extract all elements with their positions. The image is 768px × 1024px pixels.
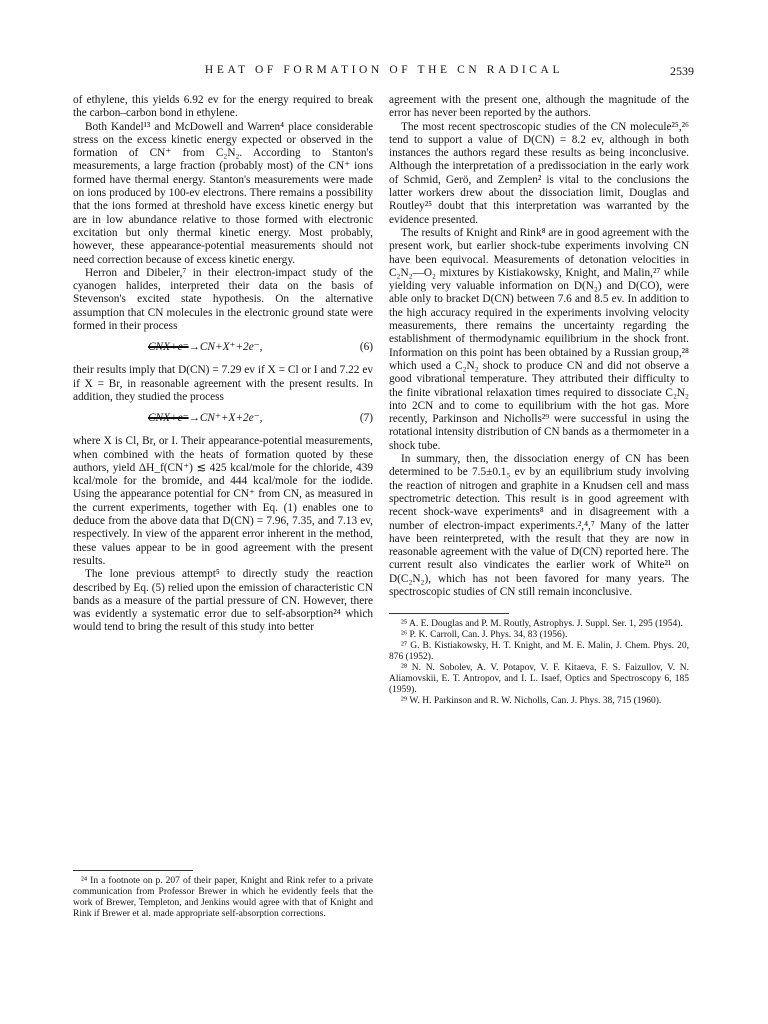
paragraph: Herron and Dibeler,⁷ in their electron-impact study of the cyanogen halides, interpreted their data on the basis of Stevenson's excited state hypothesis. On the alternative assumption that CN molecules in the electronic ground state were formed in their process (73, 266, 373, 333)
footnote-divider (389, 613, 509, 614)
equation-7 (73, 412, 373, 427)
footnotes-left (73, 856, 373, 920)
equation-expression (148, 412, 263, 425)
paragraph: agreement with the present one, although the magnitude of the error has never been reported by the authors. (389, 94, 689, 120)
footnote-28: ²⁸ N. N. Sobolev, A. V. Potapov, V. F. Kitaeva, F. S. Faizullov, V. N. Aliamovskii, E. T. Antropov, and I. L. Isaef, Optics and Spectroscopy 6, 185 (1959). (389, 663, 689, 696)
paragraph: The most recent spectroscopic studies of the CN molecule²⁵,²⁶ tend to support a value of D(CN) = 8.2 ev, although in both instances the authors regard these results as being inconclusive. Although the interpretation of a predissociation in the early work of Schmid, Gerö, and Zemplen² is vital to the conclusions the latter workers drew about the dissociation limit, Douglas and Routley²⁵ doubt that this interpretation was warranted by the evidence presented. (389, 120, 689, 226)
equation-rest: →CN⁺+X+2e⁻, (188, 412, 263, 425)
running-head: HEAT OF FORMATION OF THE CN RADICAL (204, 64, 564, 76)
paragraph: where X is Cl, Br, or I. Their appearance-potential measurements, when combined with the heats of formation quoted by these authors, yield ΔH_f(CN⁺) ≲ 425 kcal/mole for the chloride, 439 kcal/mole for the bromide, and 444 kcal/mole for the iodide. Using the appearance potential for CN⁺ from CN, as measured in the current experiments, together with Eq. (1) enables one to deduce from the above data that D(CN) = 7.96, 7.35, and 7.13 ev, respectively. In view of the apparent error inherent in the method, these values appear to be in good agreement with the present results. (73, 435, 373, 567)
equation-rest: →CN+X⁺+2e⁻, (188, 341, 263, 354)
struck-text: CNX+e⁻ (148, 341, 189, 354)
footnote-divider (73, 870, 193, 871)
footnote-27: ²⁷ G. B. Kistiakowsky, H. T. Knight, and M. E. Malin, J. Chem. Phys. 20, 876 (1952). (389, 641, 689, 663)
footnote-24: ²⁴ In a footnote on p. 207 of their paper, Knight and Rink refer to a private communication from Professor Brewer in which he evidently feels that the work of Brewer, Templeton, and Jenkins would agree with that of Knight and Rink if Brewer et al. made appropriate self-absorption corrections. (73, 876, 373, 919)
equation-number: (7) (359, 412, 373, 425)
paragraph: In summary, then, the dissociation energy of CN has been determined to be 7.5±0.1₅ ev by an equilibrium study involving the reaction of nitrogen and graphite in a Knudsen cell and mass spectrometric detection. This result is in good agreement with recent shock-wave experiments⁸ and in disagreement with a number of electron-impact experiments.²,⁴,⁷ Many of the latter have been reinterpreted, with the result that they are now in reasonable agreement with the value of D(CN) reported here. The current result also vindicates the earlier work of White²¹ on D(C₂N₂), which has not been favored for many years. The spectroscopic studies of CN still remain inconclusive. (389, 453, 689, 598)
footnote-29: ²⁹ W. H. Parkinson and R. W. Nicholls, Can. J. Phys. 38, 715 (1960). (401, 696, 662, 707)
page-number: 2539 (670, 64, 694, 78)
paragraph: The lone previous attempt⁵ to directly study the reaction described by Eq. (5) relied upon the emission of characteristic CN bands as a measure of the partial pressure of CN. However, there was evidently a systematic error due to self-absorption²⁴ which would tend to bring the result of this study into better (73, 568, 373, 634)
paragraph: The results of Knight and Rink⁸ are in good agreement with the present work, but earlier shock-tube experiments involving CN have been equivocal. Measurements of detonation velocities in C₂N₂—O₂ mixtures by Kistiakowsky, Knight, and Malin,²⁷ while yielding very valuable information on D(N₂) and D(CO), were able only to bracket D(CN) between 7.6 and 8.5 ev. In addition to the high accuracy required in the experiments involving velocity measurements, there remains the uncertainty regarding the establishment of thermodynamic equilibrium in the shock front. Information on this point has been obtained by a Russian group,²⁸ which used a C₂N₂ shock to produce CN and did not observe a good vibrational temperature. They attributed their difficulty to the finite vibrational relaxation times required to dissociate C₂N₂ into 2CN and to come to equilibrium with the hot gas. More recently, Parkinson and Nicholls²⁹ were successful in using the rotational intensity distribution of CN bands as a thermometer in a shock tube. (389, 226, 689, 452)
paragraph: of ethylene, this yields 6.92 ev for the energy required to break the carbon–carbon bond in ethylene. (73, 94, 373, 120)
equation-number: (6) (359, 341, 373, 354)
paragraph: Both Kandel¹³ and McDowell and Warren⁴ place considerable stress on the excess kinetic energy expected or observed in the formation of CN⁺ from C₂N₂. According to Stanton's measurements, a large fraction (probably most) of the CN⁺ ions formed have thermal energy. Stanton's measurements were made on ions produced by 100-ev electrons. There remains a possibility that the ions formed at threshold have excess kinetic energy but are in low abundance relative to those formed with electronic excitation but only thermal kinetic energy. Most probably, however, these appearance-potential measurements should not need correction because of excess kinetic energy. (73, 120, 373, 266)
equation-expression (148, 341, 263, 354)
struck-text: CNX+e⁻ (148, 412, 189, 425)
equation-6 (73, 341, 373, 356)
left-column (73, 94, 373, 635)
page-header (74, 64, 694, 80)
footnote-25: ²⁵ A. E. Douglas and P. M. Routly, Astrophys. J. Suppl. Ser. 1, 295 (1954). (401, 619, 683, 630)
footnote-26: ²⁶ P. K. Carroll, Can. J. Phys. 34, 83 (1956). (401, 630, 568, 641)
paragraph: their results imply that D(CN) = 7.29 ev if X = Cl or I and 7.22 ev if X = Br, in reasonable agreement with the present results. In addition, they studied the process (73, 364, 373, 403)
right-column (389, 94, 689, 707)
